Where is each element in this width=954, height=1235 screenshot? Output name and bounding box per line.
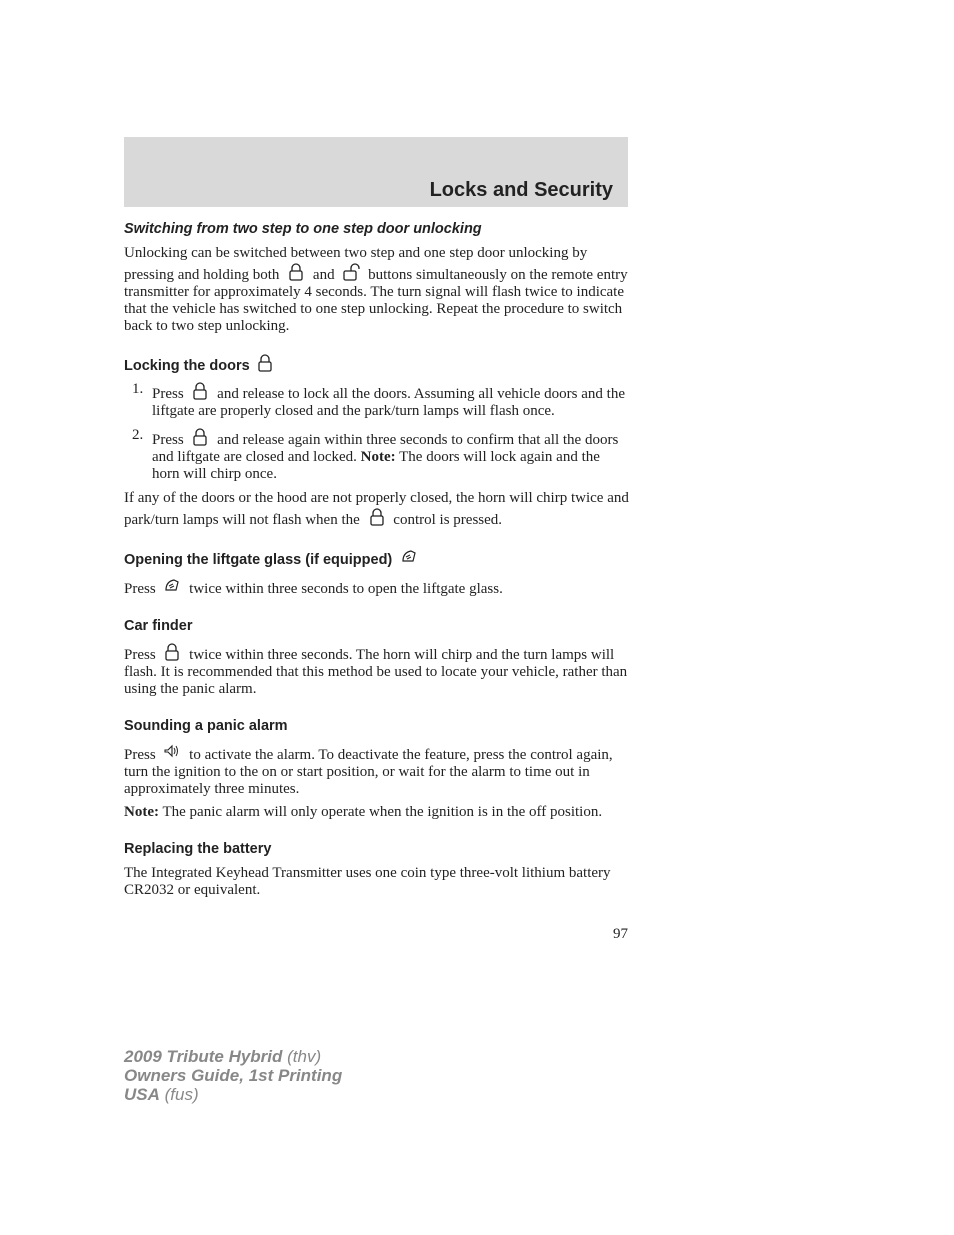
lock-icon	[256, 353, 274, 373]
heading-panic-alarm: Sounding a panic alarm	[124, 718, 288, 734]
document-footer	[124, 1047, 342, 1104]
section-header-band	[124, 137, 628, 207]
lock-icon	[163, 642, 181, 662]
heading-battery: Replacing the battery	[124, 841, 272, 857]
section-title: Locks and Security	[429, 179, 613, 201]
lock-icon	[191, 381, 209, 401]
locking-steps	[124, 381, 630, 483]
page-content	[124, 219, 630, 899]
footer-line-2: Owners Guide, 1st Printing	[124, 1066, 343, 1085]
heading-liftgate: Opening the liftgate glass (if equipped)	[124, 547, 630, 570]
list-item: 2. Press and release again within three seconds to confirm that all the doors and liftgate are closed and locked. Note: The doors will lock again and the horn will chirp once.	[132, 427, 619, 482]
paragraph-switching: Unlocking can be switched between two step and one step door unlocking by pressing and holding both and buttons simultaneously on the remote entry transmitter for approximately 4 seconds. The turn signal will flash twice to indicate that the vehicle has switched to one step unlocking. Repeat the procedure to switch back to two step unlocking.	[124, 245, 628, 334]
paragraph-locking-warning: If any of the doors or the hood are not properly closed, the horn will chirp twice and park/turn lamps will not flash when the control is pressed.	[124, 490, 629, 528]
paragraph-panic-note: Note: The panic alarm will only operate when the ignition is in the off position.	[124, 804, 603, 820]
panic-alarm-icon	[163, 742, 181, 762]
page-number: 97	[613, 926, 628, 942]
paragraph-liftgate: Press twice within three seconds to open the liftgate glass.	[124, 576, 630, 598]
unlock-icon	[342, 262, 360, 282]
paragraph-panic-alarm: Press to activate the alarm. To deactivate the feature, press the control again, turn the ignition to the on or start position, or wait for the alarm to time out in approximately three minutes.	[124, 742, 630, 798]
paragraph-car-finder: Press twice within three seconds. The horn will chirp and the turn lamps will flash. It is recommended that this method be used to locate your vehicle, rather than using the panic alarm.	[124, 642, 630, 698]
heading-locking: Locking the doors	[124, 353, 630, 376]
lock-icon	[287, 262, 305, 282]
heading-car-finder: Car finder	[124, 618, 193, 634]
footer-line-3: USA (fus)	[124, 1085, 199, 1104]
liftgate-glass-icon	[400, 547, 418, 567]
heading-switching: Switching from two step to one step door unlocking	[124, 221, 482, 237]
lock-icon	[191, 427, 209, 447]
list-item: 1. Press and release to lock all the doors. Assuming all vehicle doors and the liftgate are properly closed and the park/turn lamps will flash once.	[132, 381, 625, 419]
paragraph-battery: The Integrated Keyhead Transmitter uses one coin type three-volt lithium battery CR2032 or equivalent.	[124, 865, 611, 898]
footer-line-1: 2009 Tribute Hybrid (thv)	[124, 1047, 322, 1066]
liftgate-glass-icon	[163, 576, 181, 596]
lock-icon	[368, 507, 386, 527]
